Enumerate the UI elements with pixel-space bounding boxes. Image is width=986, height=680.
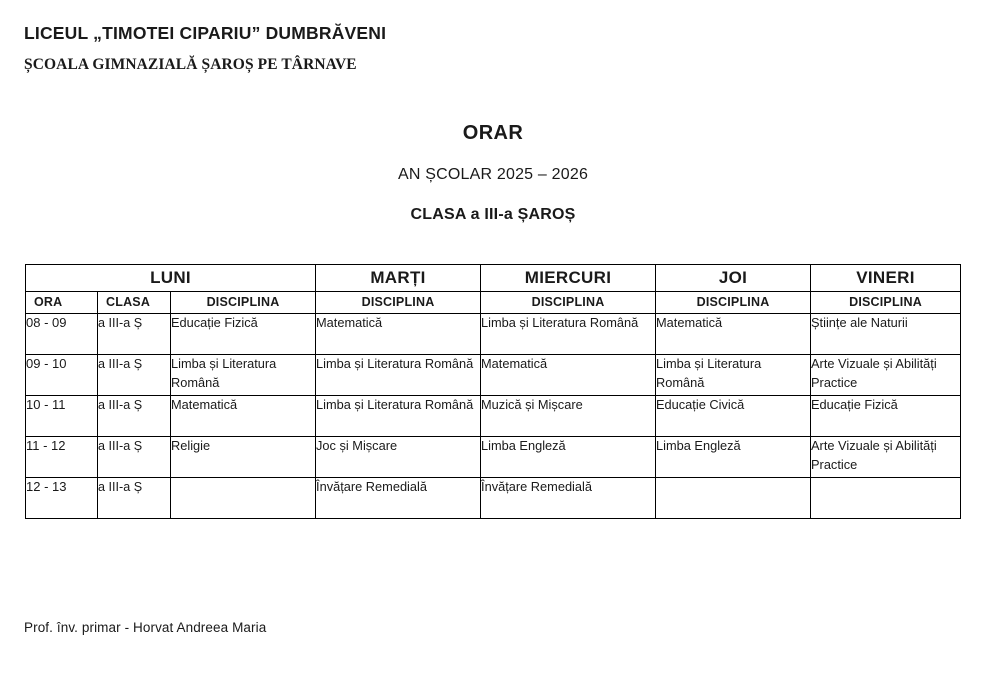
page-title: ORAR	[462, 122, 524, 144]
cell-vineri: Arte Vizuale și Abilități Practice	[811, 437, 961, 478]
cell-ora: 10 - 11	[26, 396, 98, 437]
cell-ora: 12 - 13	[26, 478, 98, 519]
letterhead	[24, 22, 724, 75]
cell-clasa: a III-a Ș	[98, 437, 171, 478]
cell-clasa: a III-a Ș	[98, 355, 171, 396]
day-header-vineri: VINERI	[811, 265, 961, 292]
table-row	[26, 396, 961, 437]
subheader-ora: ORA	[26, 292, 98, 314]
cell-clasa: a III-a Ș	[98, 396, 171, 437]
timetable-head	[26, 265, 961, 314]
table-row	[26, 355, 961, 396]
cell-clasa: a III-a Ș	[98, 314, 171, 355]
cell-marti: Matematică	[316, 314, 481, 355]
cell-ora: 09 - 10	[26, 355, 98, 396]
cell-miercuri: Matematică	[481, 355, 656, 396]
day-header-joi: JOI	[656, 265, 811, 292]
table-row	[26, 437, 961, 478]
timetable-body	[26, 314, 961, 519]
cell-marti: Joc și Mișcare	[316, 437, 481, 478]
subheader-row	[26, 292, 961, 314]
teacher-signature: Prof. înv. primar - Horvat Andreea Maria	[24, 620, 267, 635]
subheader-disciplina-vineri: DISCIPLINA	[811, 292, 961, 314]
cell-marti: Învățare Remedială	[316, 478, 481, 519]
cell-vineri: Științe ale Naturii	[811, 314, 961, 355]
cell-joi: Matematică	[656, 314, 811, 355]
school-unit-name: ȘCOALA GIMNAZIALĂ ȘAROȘ PE TÂRNAVE	[24, 55, 357, 73]
cell-marti: Limba și Literatura Română	[316, 355, 481, 396]
cell-joi	[656, 478, 811, 519]
subheader-disciplina-luni: DISCIPLINA	[171, 292, 316, 314]
cell-joi: Limba Engleză	[656, 437, 811, 478]
day-header-marti: MARȚI	[316, 265, 481, 292]
cell-joi: Limba și Literatura Română	[656, 355, 811, 396]
cell-vineri: Arte Vizuale și Abilități Practice	[811, 355, 961, 396]
subheader-disciplina-marti: DISCIPLINA	[316, 292, 481, 314]
cell-ora: 11 - 12	[26, 437, 98, 478]
cell-joi: Educație Civică	[656, 396, 811, 437]
cell-luni: Educație Fizică	[171, 314, 316, 355]
school-year-label: AN ȘCOLAR 2025 – 2026	[397, 166, 589, 183]
cell-luni: Religie	[171, 437, 316, 478]
subheader-clasa: CLASA	[98, 292, 171, 314]
cell-marti: Limba și Literatura Română	[316, 396, 481, 437]
class-label: CLASA a III-a ȘAROȘ	[410, 206, 576, 223]
cell-luni	[171, 478, 316, 519]
day-header-row	[26, 265, 961, 292]
cell-ora: 08 - 09	[26, 314, 98, 355]
cell-luni: Limba și Literatura Română	[171, 355, 316, 396]
day-header-luni: LUNI	[26, 265, 316, 292]
table-row	[26, 314, 961, 355]
cell-vineri	[811, 478, 961, 519]
institution-name: LICEUL „TIMOTEI CIPARIU” DUMBRĂVENI	[24, 23, 387, 43]
day-header-miercuri: MIERCURI	[481, 265, 656, 292]
cell-luni: Matematică	[171, 396, 316, 437]
title-block	[0, 122, 986, 224]
cell-clasa: a III-a Ș	[98, 478, 171, 519]
subheader-disciplina-miercuri: DISCIPLINA	[481, 292, 656, 314]
cell-miercuri: Limba și Literatura Română	[481, 314, 656, 355]
subheader-disciplina-joi: DISCIPLINA	[656, 292, 811, 314]
cell-vineri: Educație Fizică	[811, 396, 961, 437]
timetable	[25, 264, 961, 519]
table-row	[26, 478, 961, 519]
cell-miercuri: Învățare Remedială	[481, 478, 656, 519]
timetable-container	[25, 264, 960, 519]
cell-miercuri: Muzică și Mișcare	[481, 396, 656, 437]
cell-miercuri: Limba Engleză	[481, 437, 656, 478]
